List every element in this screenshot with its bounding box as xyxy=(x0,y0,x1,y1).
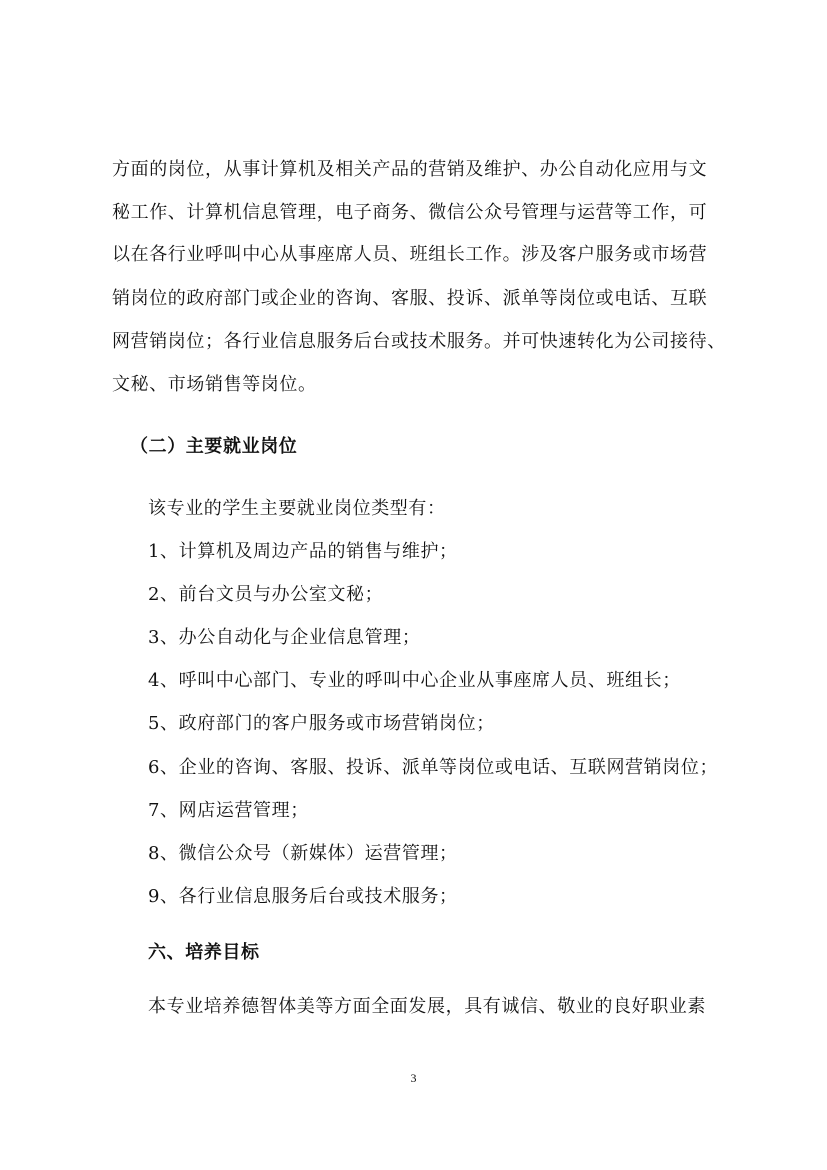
list-item: 7、网店运营管理； xyxy=(148,800,309,821)
paragraph-line: 文秘、市场销售等岗位。 xyxy=(112,374,317,395)
section-heading-main-jobs: （二）主要就业岗位 xyxy=(130,436,298,457)
list-item: 6、企业的咨询、客服、投诉、派单等岗位或电话、互联网营销岗位； xyxy=(148,757,719,778)
paragraph-line: 网营销岗位；各行业信息服务后台或技术服务。并可快速转化为公司接待、 xyxy=(112,331,726,352)
list-item: 1、计算机及周边产品的销售与维护； xyxy=(148,541,458,562)
paragraph-line: 以在各行业呼叫中心从事座席人员、班组长工作。涉及客户服务或市场营 xyxy=(112,244,708,265)
list-item: 3、办公自动化与企业信息管理； xyxy=(148,627,421,648)
paragraph-line: 本专业培养德智体美等方面全面发展，具有诚信、敬业的良好职业素 xyxy=(148,996,706,1017)
list-item: 4、呼叫中心部门、专业的呼叫中心企业从事座席人员、班组长； xyxy=(148,670,681,691)
paragraph-line: 销岗位的政府部门或企业的咨询、客服、投诉、派单等岗位或电话、互联 xyxy=(112,288,708,309)
list-item: 8、微信公众号（新媒体）运营管理； xyxy=(148,843,458,864)
section-lead-text: 该专业的学生主要就业岗位类型有： xyxy=(148,498,446,519)
list-item: 5、政府部门的客户服务或市场营销岗位； xyxy=(148,713,495,734)
list-item: 2、前台文员与办公室文秘； xyxy=(148,584,384,605)
list-item: 9、各行业信息服务后台或技术服务； xyxy=(148,886,458,907)
section-heading-training-goals: 六、培养目标 xyxy=(148,942,260,963)
paragraph-line: 秘工作、计算机信息管理，电子商务、微信公众号管理与运营等工作，可 xyxy=(112,202,708,223)
paragraph-line: 方面的岗位，从事计算机及相关产品的营销及维护、办公自动化应用与文 xyxy=(112,159,708,180)
page-number: 3 xyxy=(410,1071,417,1085)
